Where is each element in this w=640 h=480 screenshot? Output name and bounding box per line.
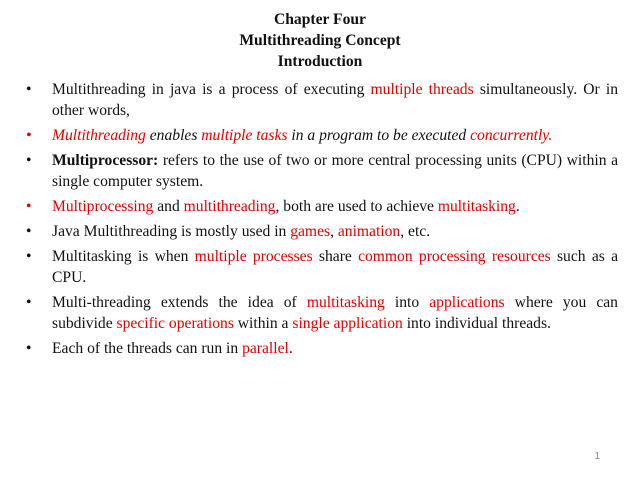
bullet-text: in a program to be executed <box>287 127 471 144</box>
highlighted-term: Multithreading <box>52 127 146 144</box>
bullet-text: refers to the use of two or more central processing units (CPU) within a single computer system. <box>52 152 618 190</box>
bullet-dot-icon: • <box>26 127 32 144</box>
bold-term: Multiprocessor: <box>52 152 159 169</box>
bullet-text: , both are used to achieve <box>275 198 438 215</box>
bullet-text: Multithreading in java is a process of executing <box>52 81 371 98</box>
bullet-text: into <box>384 294 430 311</box>
bullet-text: Java Multithreading is mostly used in <box>52 223 291 240</box>
bullet-text: Each of the threads can run in <box>52 340 243 357</box>
bullet-text: Multi-threading extends the idea of <box>52 294 307 311</box>
highlighted-term: games <box>290 223 331 240</box>
bullet-dot-icon: • <box>26 248 32 265</box>
bullet-item <box>26 125 618 146</box>
chapter-title: Chapter Four <box>274 11 366 28</box>
bullet-text: such as a CPU. <box>52 248 618 286</box>
bullet-text: enables <box>145 127 202 144</box>
bullet-text: , <box>330 223 338 240</box>
bullet-text: within a <box>233 315 293 332</box>
bullet-text: Multitasking is when <box>52 248 195 265</box>
highlighted-term: Multiprocessing <box>52 198 154 215</box>
bullet-text: , etc. <box>400 223 431 240</box>
topic-title: Multithreading Concept <box>239 32 401 49</box>
bullet-list <box>26 79 618 363</box>
highlighted-term: common processing resources <box>358 248 551 265</box>
bullet-dot-icon: • <box>26 152 32 169</box>
bullet-dot-icon: • <box>26 294 32 311</box>
bullet-item <box>26 79 618 121</box>
bullet-text: into individual threads. <box>402 315 551 332</box>
highlighted-term: multithreading <box>183 198 276 215</box>
highlighted-term: multiple processes <box>194 248 313 265</box>
highlighted-term: multitasking <box>306 294 385 311</box>
bullet-text: and <box>153 198 184 215</box>
bullet-item <box>26 196 618 217</box>
highlighted-term: parallel <box>242 340 289 357</box>
bullet-dot-icon: • <box>26 340 32 357</box>
highlighted-term: applications <box>429 294 505 311</box>
bullet-dot-icon: • <box>26 198 32 215</box>
highlighted-term: animation <box>337 223 401 240</box>
highlighted-term: multitasking <box>437 198 516 215</box>
bullet-item <box>26 292 618 334</box>
highlighted-term: specific operations <box>116 315 234 332</box>
slide-title <box>0 9 640 72</box>
bullet-item <box>26 221 618 242</box>
highlighted-term: concurrently. <box>470 127 553 144</box>
bullet-item <box>26 338 618 359</box>
bullet-dot-icon: • <box>26 223 32 240</box>
highlighted-term: multiple threads <box>370 81 474 98</box>
page-number: 1 <box>594 451 600 462</box>
bullet-item <box>26 246 618 288</box>
bullet-text: share <box>312 248 359 265</box>
bullet-dot-icon: • <box>26 81 32 98</box>
section-title: Introduction <box>277 53 363 70</box>
bullet-text: . <box>288 340 293 357</box>
bullet-text: where you can subdivide <box>52 294 618 332</box>
bullet-text: simultaneously. Or in other words, <box>52 81 619 119</box>
highlighted-term: multiple tasks <box>201 127 288 144</box>
bullet-text: . <box>515 198 520 215</box>
highlighted-term: single application <box>292 315 403 332</box>
bullet-item <box>26 150 618 192</box>
